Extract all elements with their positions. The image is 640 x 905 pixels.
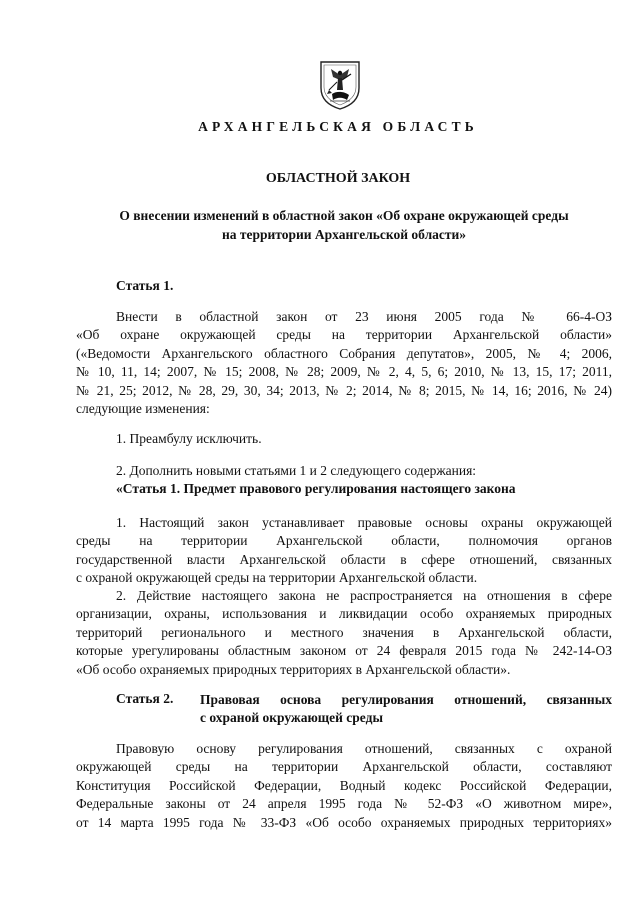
article-2-title-line: с охраной окружающей среды [200,710,383,726]
article-2-title-line: Правовая основа регулирования отношений, связанных [200,692,612,707]
article-2-label: Статья 2. [116,691,174,706]
article-2-title [200,690,612,727]
text-line: окружающей среды на территории Архангельской области, составляют [76,759,612,775]
law-title-line: О внесении изменений в областной закон «Об охране окружающей среды [119,208,569,223]
text-line: № 21, 25; 2012, № 28, 29, 30, 34; 2013, № 2; 2014, № 8; 2015, № 14, 16; 2016, № 24) [76,382,612,398]
new-article-1-heading: «Статья 1. Предмет правового регулирования настоящего закона [116,481,516,497]
text-line: с охраной окружающей среды на территории Архангельской области. [76,570,478,586]
article-1-intro-paragraph [76,308,612,418]
text-line: организации, охраны, использования и ликвидации особо охраняемых природных [76,606,612,622]
article-1-heading: Статья 1. [116,278,174,293]
region-name: АРХАНГЕЛЬСКАЯ ОБЛАСТЬ [198,119,478,134]
text-line: 2. Действие настоящего закона не распространяется на отношения в сфере [116,588,612,603]
text-line: территорий регионального и местного значения в Архангельской области, [76,624,612,640]
text-line: 1. Настоящий закон устанавливает правовые основы охраны окружающей [116,515,612,530]
text-line: Федеральные законы от 24 апреля 1995 года № 52-ФЗ «О животном мире», [76,796,612,812]
text-line: 2. Дополнить новыми статьями 1 и 2 следующего содержания: [116,463,477,478]
article-2-paragraph-1 [76,740,612,832]
new-article-1-paragraph-1 [76,514,612,588]
text-line: среды на территории Архангельской области, полномочия органов [76,533,612,549]
text-line: Конституция Российской Федерации, Водный кодекс Российской Федерации, [76,777,612,793]
text-line: следующие изменения: [76,400,210,416]
document-type: ОБЛАСТНОЙ ЗАКОН [265,171,411,186]
text-line: «Об особо охраняемых природных территориях в Архангельской области». [76,661,511,677]
article-1-item-1 [76,430,612,448]
law-title [76,206,612,244]
text-line: от 14 марта 1995 года № 33-ФЗ «Об особо охраняемых природных территориях» [76,814,612,830]
text-line: № 10, 11, 14; 2007, № 15; 2008, № 28; 2009, № 2, 4, 5, 6; 2010, № 13, 15, 17; 2011, [76,364,612,380]
coat-of-arms-emblem [318,60,362,110]
text-line: государственной власти Архангельской области в сфере отношений, связанных [76,551,612,567]
article-1-item-2 [76,462,612,499]
text-line: которые урегулированы областным законом от 24 февраля 2015 года № 242-14-ОЗ [76,643,612,659]
text-line: Внести в областной закон от 23 июня 2005 года № 66-4-ОЗ [116,309,612,324]
law-title-line: на территории Архангельской области» [221,227,467,242]
new-article-1-paragraph-2 [76,587,612,679]
text-line: 1. Преамбулу исключить. [116,431,262,446]
text-line: Правовую основу регулирования отношений, связанных с охраной [116,741,612,756]
text-line: («Ведомости Архангельского областного Собрания депутатов», 2005, № 4; 2006, [76,345,612,361]
text-line: «Об охране окружающей среды на территории Архангельской области» [76,327,612,343]
